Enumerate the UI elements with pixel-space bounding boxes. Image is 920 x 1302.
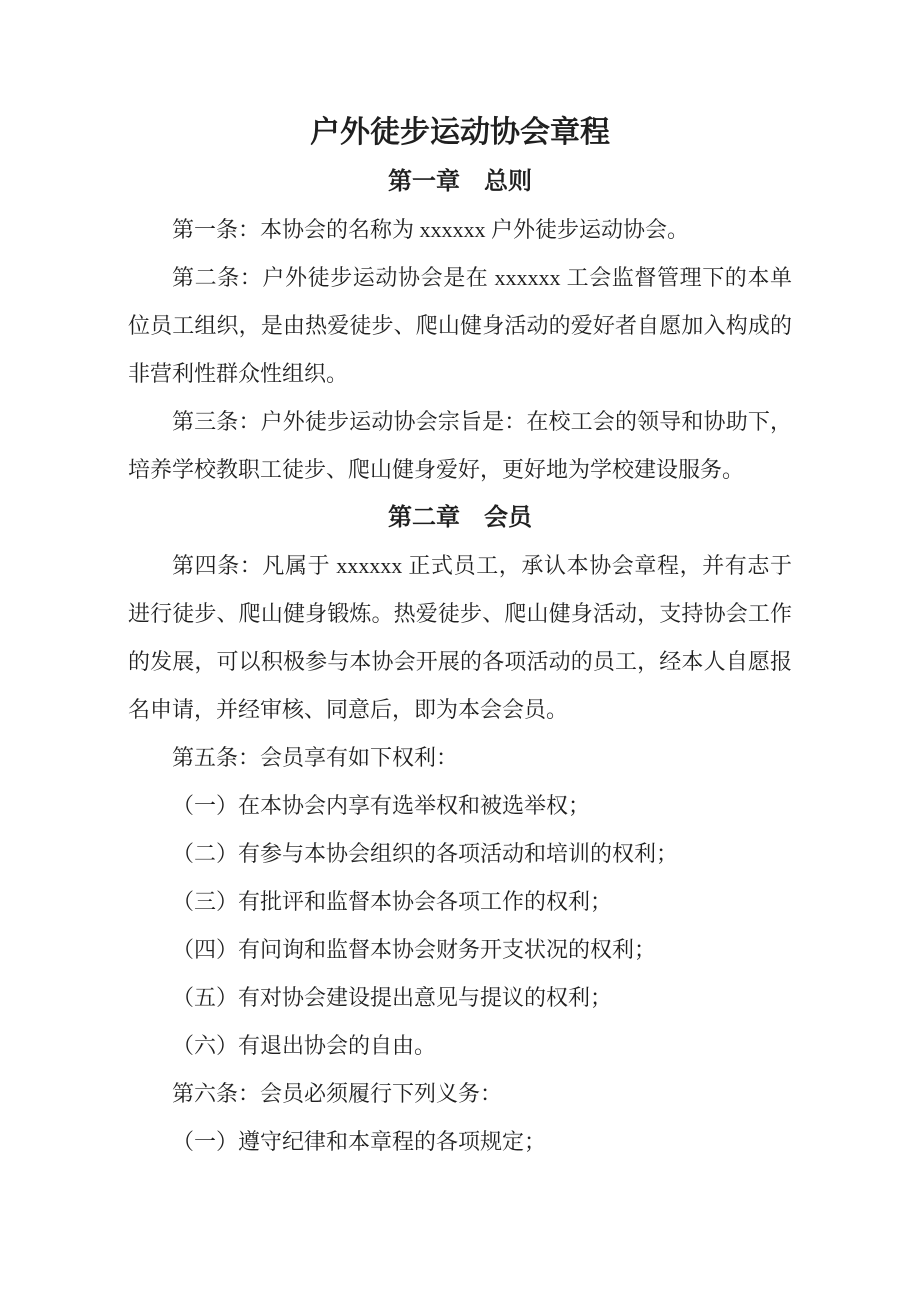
paragraph-article-2: 第二条：户外徒步运动协会是在 xxxxxx 工会监督管理下的本单位员工组织，是由热爱徒步、爬山健身活动的爱好者自愿加入构成的非营利性群众性组织。 xyxy=(128,265,792,386)
paragraph-article-5-item-2: （二）有参与本协会组织的各项活动和培训的权利； xyxy=(172,841,679,866)
document-title: 户外徒步运动协会章程 xyxy=(310,116,610,149)
paragraph-article-6-item-1: （一）遵守纪律和本章程的各项规定； xyxy=(172,1129,547,1154)
paragraph-article-5-item-5: （五）有对协会建设提出意见与提议的权利； xyxy=(172,985,613,1010)
paragraph-article-5-item-4: （四）有问询和监督本协会财务开支状况的权利； xyxy=(172,937,657,962)
paragraph-article-6: 第六条：会员必须履行下列义务： xyxy=(172,1081,503,1106)
paragraph-article-5-item-3: （三）有批评和监督本协会各项工作的权利； xyxy=(172,889,613,914)
paragraph-article-5-item-1: （一）在本协会内享有选举权和被选举权； xyxy=(172,793,591,818)
paragraph-article-5-item-6: （六）有退出协会的自由。 xyxy=(172,1033,437,1058)
chapter-1-heading: 第一章 总则 xyxy=(388,169,532,195)
paragraph-article-5: 第五条：会员享有如下权利： xyxy=(172,745,459,770)
paragraph-article-1: 第一条：本协会的名称为 xxxxxx 户外徒步运动协会。 xyxy=(172,217,690,242)
chapter-2-heading: 第二章 会员 xyxy=(388,505,532,531)
paragraph-article-3: 第三条：户外徒步运动协会宗旨是：在校工会的领导和协助下，培养学校教职工徒步、爬山健身爱好，更好地为学校建设服务。 xyxy=(128,409,792,482)
paragraph-article-4: 第四条：凡属于 xxxxxx 正式员工，承认本协会章程，并有志于进行徒步、爬山健身锻炼。热爱徒步、爬山健身活动，支持协会工作的发展，可以积极参与本协会开展的各项活动的员工，经本人自愿报名申请，并经审核、同意后，即为本会会员。 xyxy=(128,553,792,722)
